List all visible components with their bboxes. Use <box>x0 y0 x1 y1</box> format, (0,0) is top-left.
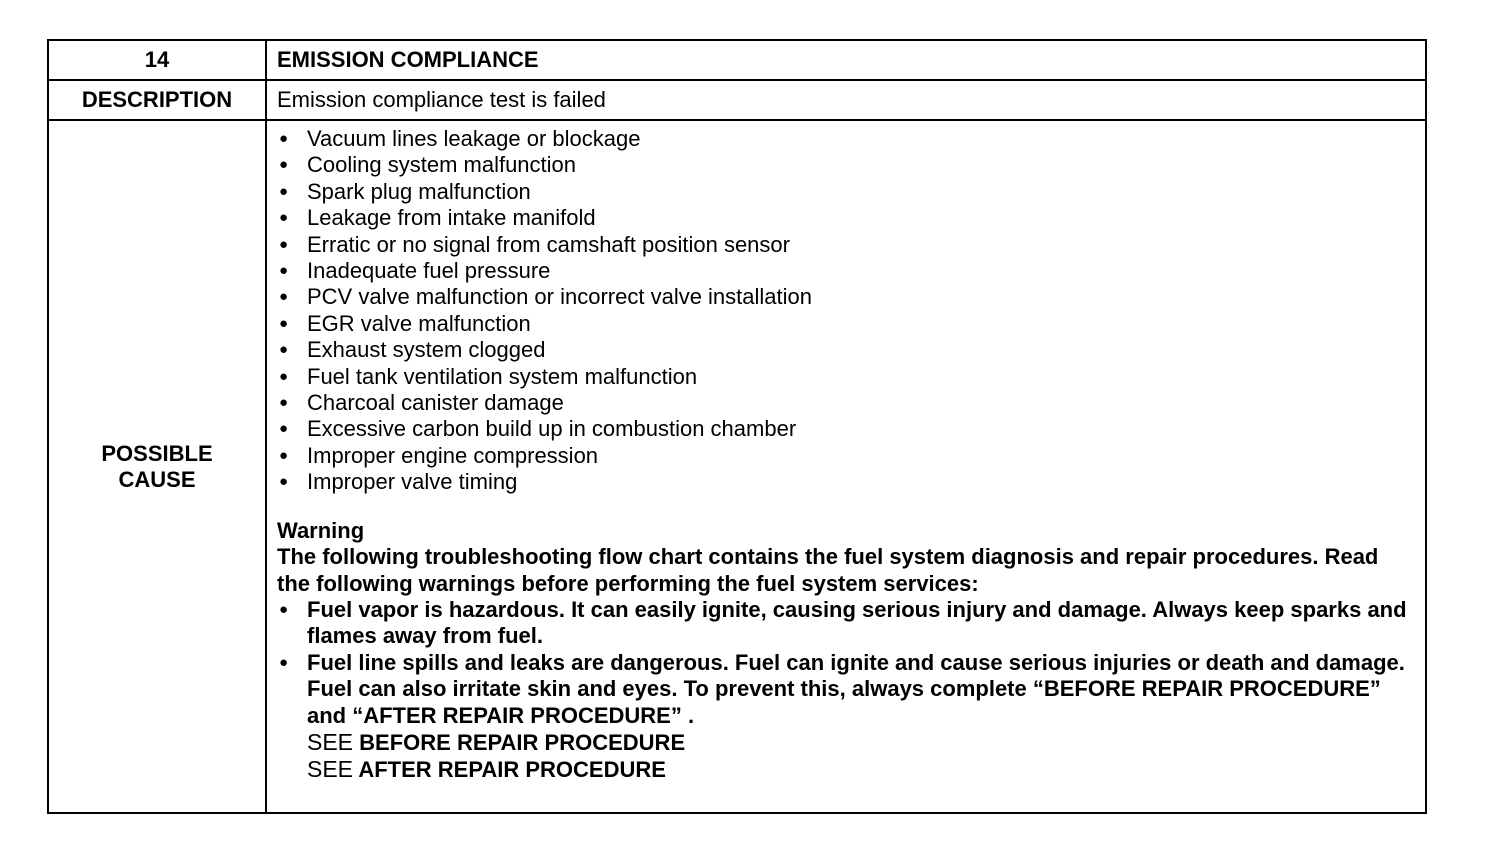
cause-list <box>277 126 1413 496</box>
cause-item: ● Excessive carbon build up in combustion chamber <box>277 416 1413 442</box>
cause-item: ● Charcoal canister damage <box>277 390 1413 416</box>
warning-block <box>277 518 1413 784</box>
see-prefix: SEE <box>307 756 354 783</box>
cause-item: ● Inadequate fuel pressure <box>277 258 1413 284</box>
troubleshooting-table <box>47 39 1427 814</box>
description-label-cell <box>49 81 267 119</box>
cause-item: ● Improper valve timing <box>277 469 1413 495</box>
description-text: Emission compliance test is failed <box>277 87 606 112</box>
see-prefix: SEE <box>307 728 354 755</box>
cause-item: ● EGR valve malfunction <box>277 311 1413 337</box>
cause-item: ● Cooling system malfunction <box>277 152 1413 178</box>
description-row <box>49 81 1425 121</box>
code-number: 14 <box>144 47 170 72</box>
description-text-cell <box>267 81 1425 119</box>
possible-cause-label-line2: CAUSE <box>118 466 196 492</box>
possible-cause-content <box>267 121 1425 812</box>
see-reference-before[interactable] <box>277 729 1413 756</box>
cause-item: ● Fuel tank ventilation system malfunction <box>277 364 1413 390</box>
warning-intro: The following troubleshooting flow chart contains the fuel system diagnosis and repair procedures. Read the following warnings before performing the fuel system services: <box>277 544 1379 596</box>
cause-item: ● Leakage from intake manifold <box>277 205 1413 231</box>
cause-item: ● Spark plug malfunction <box>277 179 1413 205</box>
see-reference-after[interactable] <box>277 756 1413 783</box>
possible-cause-row <box>49 121 1425 812</box>
warning-item: ● Fuel line spills and leaks are dangerous. Fuel can ignite and cause serious injuries or death and damage. Fuel can also irritate skin and eyes. To prevent this, always complete “BEFORE REPAIR PROCEDURE” and “AFTER REPAIR PROCEDURE” . <box>277 650 1413 729</box>
cause-item: ● PCV valve malfunction or incorrect valve installation <box>277 284 1413 310</box>
code-cell <box>49 41 267 79</box>
see-reference-text: BEFORE REPAIR PROCEDURE <box>359 729 686 755</box>
cause-item: ● Erratic or no signal from camshaft position sensor <box>277 232 1413 258</box>
warning-list <box>277 597 1413 729</box>
description-label: DESCRIPTION <box>81 87 233 112</box>
cause-item: ● Vacuum lines leakage or blockage <box>277 126 1413 152</box>
header-row <box>49 41 1425 81</box>
title-cell <box>267 41 1425 79</box>
cause-item: ● Exhaust system clogged <box>277 337 1413 363</box>
possible-cause-label-cell <box>49 121 267 812</box>
warning-item: ● Fuel vapor is hazardous. It can easily ignite, causing serious injury and damage. Always keep sparks and flames away from fuel. <box>277 597 1413 650</box>
page-title: EMISSION COMPLIANCE <box>277 47 539 72</box>
see-reference-text: AFTER REPAIR PROCEDURE <box>358 757 666 783</box>
warning-heading: Warning <box>277 517 365 543</box>
cause-item: ● Improper engine compression <box>277 443 1413 469</box>
possible-cause-label-line1: POSSIBLE <box>101 440 213 466</box>
